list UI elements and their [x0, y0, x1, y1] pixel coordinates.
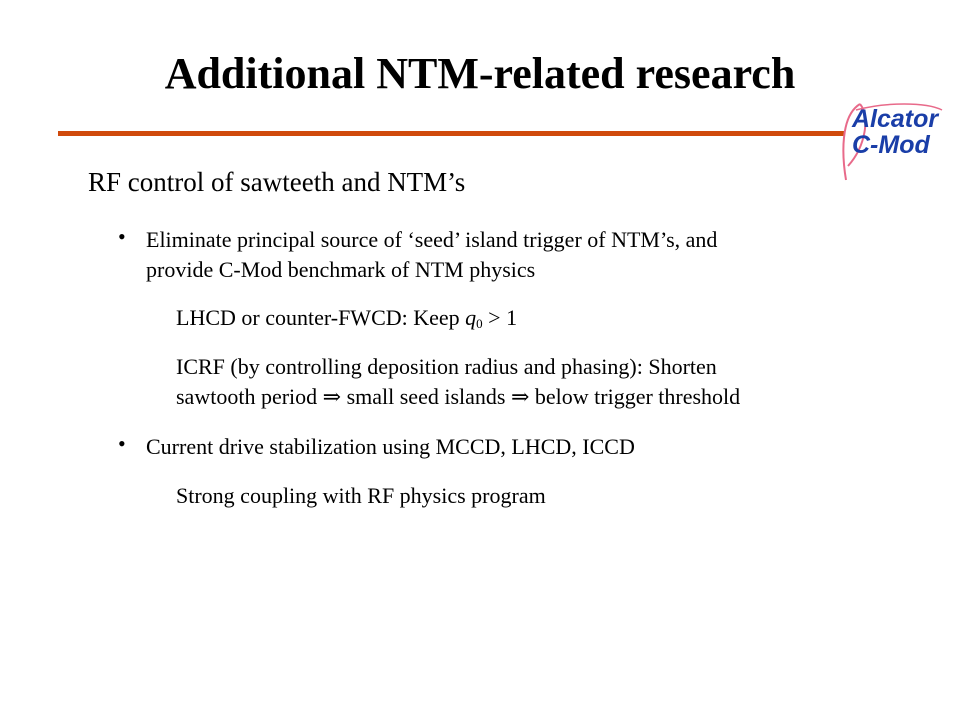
q-subscript: 0 [476, 316, 483, 331]
sub-item-text: sawtooth period ⇒ small seed islands ⇒ below trigger threshold [176, 384, 741, 409]
bullet-icon: • [118, 431, 126, 456]
section-heading: RF control of sawteeth and NTM’s [88, 167, 466, 197]
sub-item-text: ICRF (by controlling deposition radius and phasing): Shorten [176, 354, 717, 379]
title-divider [58, 131, 844, 136]
logo-text-line1: Alcator [852, 105, 939, 133]
alcator-cmod-logo [836, 96, 946, 186]
slide-title: Additional NTM-related research [164, 49, 796, 98]
q-variable: q [465, 305, 477, 330]
logo-text-line2: C-Mod [852, 131, 930, 159]
bullet-text: Current drive stabilization using MCCD, LHCD, ICCD [146, 434, 635, 459]
bullet-icon: • [118, 224, 126, 249]
sub-item-lhcd [176, 305, 517, 337]
sub-item-text: Strong coupling with RF physics program [176, 483, 546, 508]
sub-item-text: > 1 [482, 305, 518, 330]
bullet-text: provide C-Mod benchmark of NTM physics [146, 257, 536, 282]
bullet-text: Eliminate principal source of ‘seed’ island trigger of NTM’s, and [146, 227, 718, 252]
sub-item-text: LHCD or counter-FWCD: Keep [176, 305, 466, 330]
